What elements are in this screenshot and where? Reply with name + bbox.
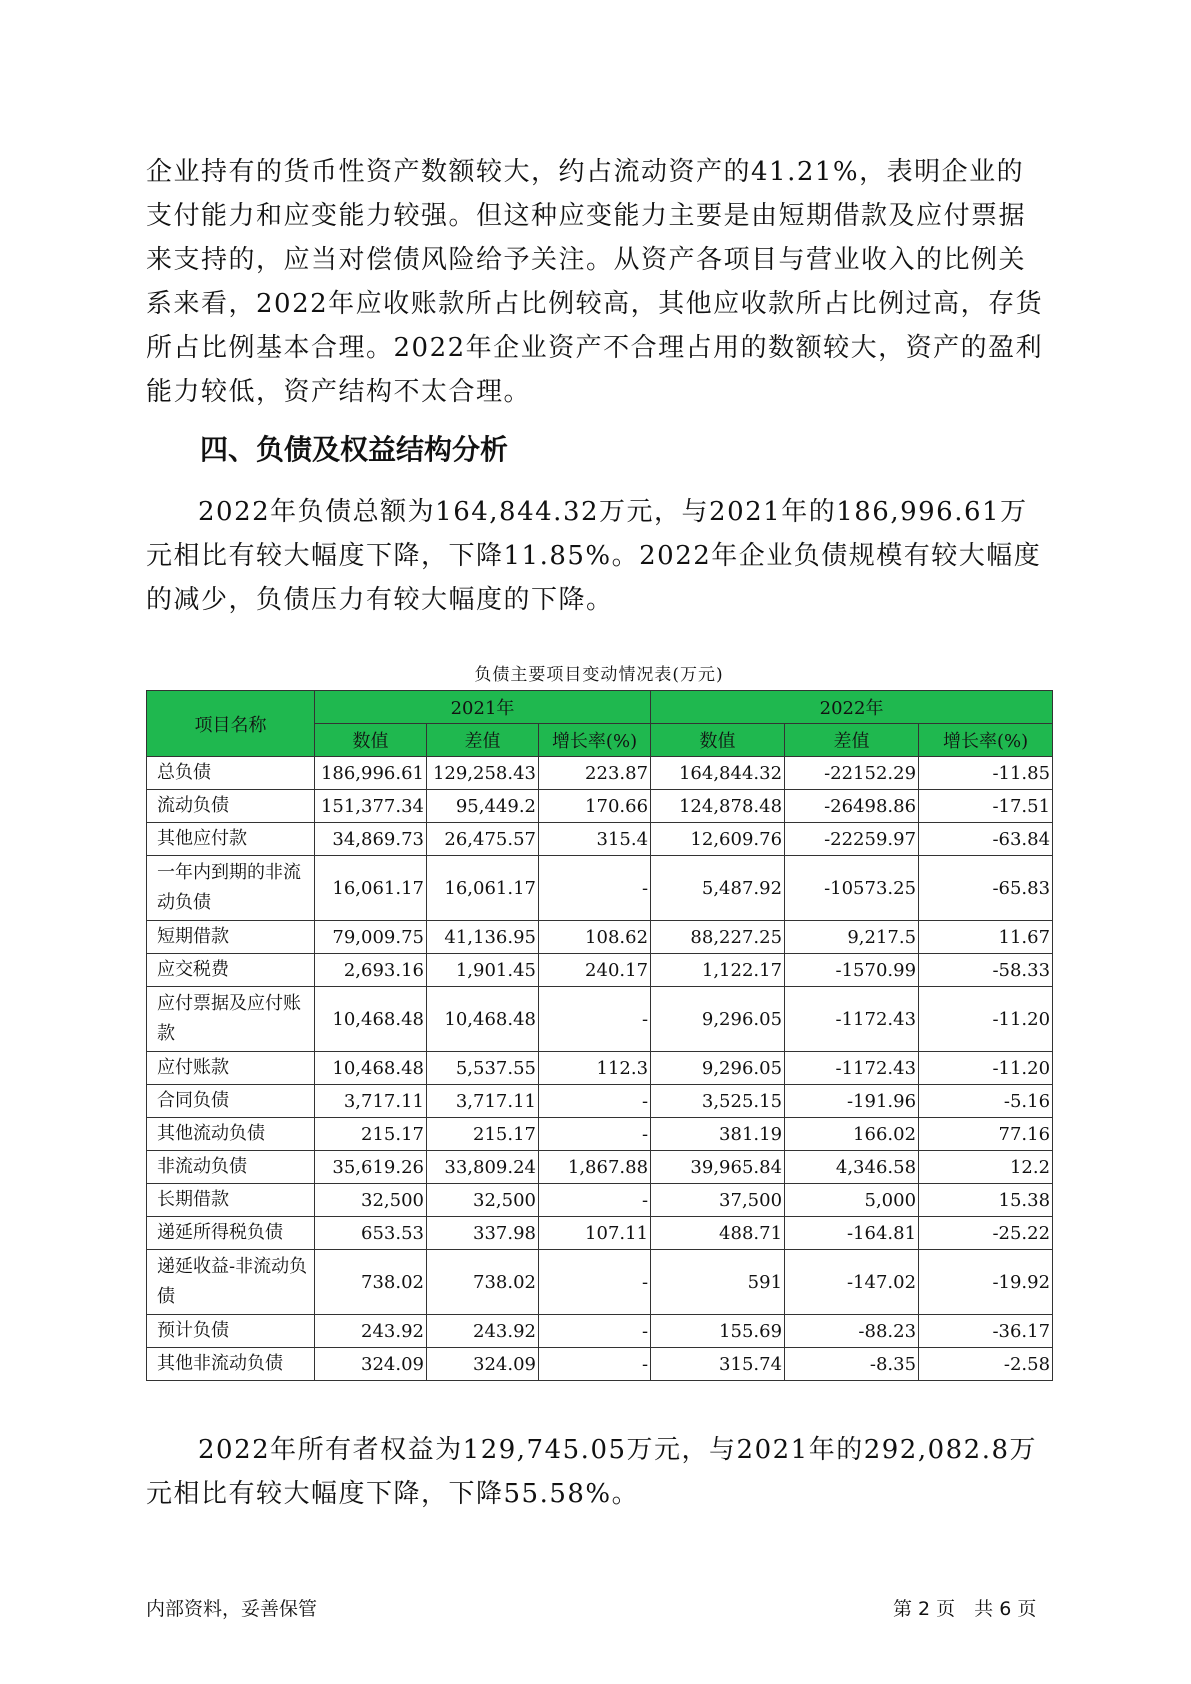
cell-diff-2022: -88.23 — [785, 1315, 919, 1348]
cell-item-name: 递延收益-非流动负债 — [147, 1250, 315, 1315]
cell-diff-2021: 26,475.57 — [427, 823, 539, 856]
cell-value-2021: 324.09 — [315, 1348, 427, 1381]
cell-value-2022: 5,487.92 — [651, 856, 785, 921]
cell-growth-2021: - — [539, 1315, 651, 1348]
cell-value-2021: 10,468.48 — [315, 987, 427, 1052]
cell-value-2021: 34,869.73 — [315, 823, 427, 856]
liability-table-body — [147, 757, 1053, 1381]
cell-value-2022: 37,500 — [651, 1184, 785, 1217]
cell-diff-2022: -191.96 — [785, 1085, 919, 1118]
table-row — [147, 823, 1053, 856]
cell-diff-2021: 129,258.43 — [427, 757, 539, 790]
cell-diff-2022: -22259.97 — [785, 823, 919, 856]
paragraph-equity-summary: 2022年所有者权益为129,745.05万元，与2021年的292,082.8万元相比有较大幅度下降，下降55.58%。 — [146, 1435, 1038, 1509]
cell-item-name: 应交税费 — [147, 954, 315, 987]
cell-item-name: 递延所得税负债 — [147, 1217, 315, 1250]
table-row — [147, 790, 1053, 823]
cell-item-name: 其他应付款 — [147, 823, 315, 856]
cell-item-name: 长期借款 — [147, 1184, 315, 1217]
cell-item-name: 流动负债 — [147, 790, 315, 823]
paragraph-liability-summary: 2022年负债总额为164,844.32万元，与2021年的186,996.61万元相比有较大幅度下降，下降11.85%。2022年企业负债规模有较大幅度的减少，负债压力有较大幅度的下降。 — [146, 497, 1042, 615]
cell-value-2022: 381.19 — [651, 1118, 785, 1151]
cell-diff-2022: -1172.43 — [785, 987, 919, 1052]
cell-growth-2021: 108.62 — [539, 921, 651, 954]
cell-growth-2021: 112.3 — [539, 1052, 651, 1085]
cell-growth-2021: 315.4 — [539, 823, 651, 856]
cell-value-2021: 2,693.16 — [315, 954, 427, 987]
cell-growth-2021: 240.17 — [539, 954, 651, 987]
table-row — [147, 1085, 1053, 1118]
cell-diff-2021: 3,717.11 — [427, 1085, 539, 1118]
cell-value-2022: 124,878.48 — [651, 790, 785, 823]
table-row — [147, 1052, 1053, 1085]
cell-value-2021: 738.02 — [315, 1250, 427, 1315]
header-value-2021: 数值 — [315, 724, 427, 757]
table-row — [147, 1250, 1053, 1315]
cell-item-name: 应付账款 — [147, 1052, 315, 1085]
cell-value-2021: 653.53 — [315, 1217, 427, 1250]
cell-growth-2021: - — [539, 856, 651, 921]
section-heading: 四、负债及权益结构分析 — [200, 433, 509, 466]
cell-diff-2022: 4,346.58 — [785, 1151, 919, 1184]
cell-growth-2022: 77.16 — [919, 1118, 1053, 1151]
cell-value-2021: 35,619.26 — [315, 1151, 427, 1184]
header-year-2021: 2021年 — [315, 691, 651, 724]
cell-growth-2021: 1,867.88 — [539, 1151, 651, 1184]
header-year-2022: 2022年 — [651, 691, 1053, 724]
cell-diff-2021: 5,537.55 — [427, 1052, 539, 1085]
header-item-name: 项目名称 — [147, 691, 315, 757]
cell-value-2021: 10,468.48 — [315, 1052, 427, 1085]
table-row — [147, 1315, 1053, 1348]
cell-growth-2022: -19.92 — [919, 1250, 1053, 1315]
cell-diff-2021: 95,449.2 — [427, 790, 539, 823]
liability-table — [146, 690, 1053, 1381]
cell-diff-2022: -22152.29 — [785, 757, 919, 790]
cell-item-name: 一年内到期的非流动负债 — [147, 856, 315, 921]
table-row — [147, 757, 1053, 790]
cell-diff-2022: -147.02 — [785, 1250, 919, 1315]
cell-item-name: 预计负债 — [147, 1315, 315, 1348]
table-row — [147, 921, 1053, 954]
cell-value-2022: 12,609.76 — [651, 823, 785, 856]
cell-diff-2022: -1172.43 — [785, 1052, 919, 1085]
cell-growth-2022: -63.84 — [919, 823, 1053, 856]
cell-value-2021: 16,061.17 — [315, 856, 427, 921]
cell-growth-2022: -2.58 — [919, 1348, 1053, 1381]
cell-growth-2022: 12.2 — [919, 1151, 1053, 1184]
table-row — [147, 1184, 1053, 1217]
cell-growth-2022: -25.22 — [919, 1217, 1053, 1250]
cell-diff-2021: 10,468.48 — [427, 987, 539, 1052]
cell-diff-2022: -26498.86 — [785, 790, 919, 823]
header-growth-2021: 增长率(%) — [539, 724, 651, 757]
cell-diff-2022: -10573.25 — [785, 856, 919, 921]
cell-growth-2022: -11.20 — [919, 1052, 1053, 1085]
cell-growth-2021: 170.66 — [539, 790, 651, 823]
cell-diff-2021: 16,061.17 — [427, 856, 539, 921]
cell-growth-2021: - — [539, 987, 651, 1052]
cell-diff-2022: 5,000 — [785, 1184, 919, 1217]
cell-item-name: 总负债 — [147, 757, 315, 790]
cell-diff-2021: 215.17 — [427, 1118, 539, 1151]
cell-value-2022: 315.74 — [651, 1348, 785, 1381]
cell-value-2021: 186,996.61 — [315, 757, 427, 790]
cell-growth-2022: -36.17 — [919, 1315, 1053, 1348]
cell-diff-2021: 33,809.24 — [427, 1151, 539, 1184]
cell-diff-2022: 166.02 — [785, 1118, 919, 1151]
cell-growth-2022: -11.20 — [919, 987, 1053, 1052]
table-row — [147, 1118, 1053, 1151]
cell-growth-2021: 223.87 — [539, 757, 651, 790]
cell-diff-2021: 1,901.45 — [427, 954, 539, 987]
table-row — [147, 1217, 1053, 1250]
cell-value-2021: 79,009.75 — [315, 921, 427, 954]
cell-diff-2022: -164.81 — [785, 1217, 919, 1250]
footer-confidential: 内部资料，妥善保管 — [146, 1598, 318, 1620]
table-row — [147, 987, 1053, 1052]
paragraph-asset-analysis: 企业持有的货币性资产数额较大，约占流动资产的41.21%，表明企业的支付能力和应变能力较强。但这种应变能力主要是由短期借款及应付票据来支持的，应当对偿债风险给予关注。从资产各项目与营业收入的比例关系来看，2022年应收账款所占比例较高，其他应收款所占比例过高，存货所占比例基本合理。2022年企业资产不合理占用的数额较大，资产的盈利能力较低，资产结构不太合理。 — [146, 157, 1044, 407]
cell-item-name: 其他非流动负债 — [147, 1348, 315, 1381]
cell-value-2022: 488.71 — [651, 1217, 785, 1250]
cell-diff-2022: 9,217.5 — [785, 921, 919, 954]
table-row — [147, 1348, 1053, 1381]
cell-diff-2021: 337.98 — [427, 1217, 539, 1250]
cell-growth-2021: - — [539, 1250, 651, 1315]
cell-growth-2021: - — [539, 1085, 651, 1118]
cell-growth-2021: - — [539, 1348, 651, 1381]
cell-growth-2022: 11.67 — [919, 921, 1053, 954]
cell-item-name: 其他流动负债 — [147, 1118, 315, 1151]
table-caption: 负债主要项目变动情况表(万元) — [474, 665, 724, 685]
cell-diff-2021: 324.09 — [427, 1348, 539, 1381]
cell-diff-2022: -1570.99 — [785, 954, 919, 987]
cell-growth-2022: -5.16 — [919, 1085, 1053, 1118]
cell-diff-2021: 41,136.95 — [427, 921, 539, 954]
cell-growth-2022: -17.51 — [919, 790, 1053, 823]
header-diff-2022: 差值 — [785, 724, 919, 757]
cell-growth-2021: - — [539, 1184, 651, 1217]
cell-item-name: 合同负债 — [147, 1085, 315, 1118]
cell-diff-2021: 243.92 — [427, 1315, 539, 1348]
cell-growth-2022: -65.83 — [919, 856, 1053, 921]
cell-value-2022: 88,227.25 — [651, 921, 785, 954]
header-value-2022: 数值 — [651, 724, 785, 757]
cell-value-2022: 9,296.05 — [651, 987, 785, 1052]
header-growth-2022: 增长率(%) — [919, 724, 1053, 757]
header-diff-2021: 差值 — [427, 724, 539, 757]
cell-diff-2021: 32,500 — [427, 1184, 539, 1217]
cell-value-2021: 3,717.11 — [315, 1085, 427, 1118]
cell-growth-2021: - — [539, 1118, 651, 1151]
cell-value-2022: 591 — [651, 1250, 785, 1315]
table-row — [147, 856, 1053, 921]
cell-item-name: 非流动负债 — [147, 1151, 315, 1184]
cell-value-2022: 39,965.84 — [651, 1151, 785, 1184]
cell-value-2022: 3,525.15 — [651, 1085, 785, 1118]
cell-value-2021: 243.92 — [315, 1315, 427, 1348]
cell-value-2022: 9,296.05 — [651, 1052, 785, 1085]
cell-growth-2021: 107.11 — [539, 1217, 651, 1250]
cell-item-name: 短期借款 — [147, 921, 315, 954]
cell-value-2022: 1,122.17 — [651, 954, 785, 987]
footer-page-number: 第 2 页 共 6 页 — [893, 1598, 1037, 1620]
cell-growth-2022: -58.33 — [919, 954, 1053, 987]
cell-value-2021: 32,500 — [315, 1184, 427, 1217]
cell-diff-2021: 738.02 — [427, 1250, 539, 1315]
table-row — [147, 1151, 1053, 1184]
cell-diff-2022: -8.35 — [785, 1348, 919, 1381]
cell-value-2022: 164,844.32 — [651, 757, 785, 790]
cell-value-2021: 151,377.34 — [315, 790, 427, 823]
cell-growth-2022: 15.38 — [919, 1184, 1053, 1217]
cell-value-2021: 215.17 — [315, 1118, 427, 1151]
cell-item-name: 应付票据及应付账款 — [147, 987, 315, 1052]
table-row — [147, 954, 1053, 987]
cell-growth-2022: -11.85 — [919, 757, 1053, 790]
cell-value-2022: 155.69 — [651, 1315, 785, 1348]
